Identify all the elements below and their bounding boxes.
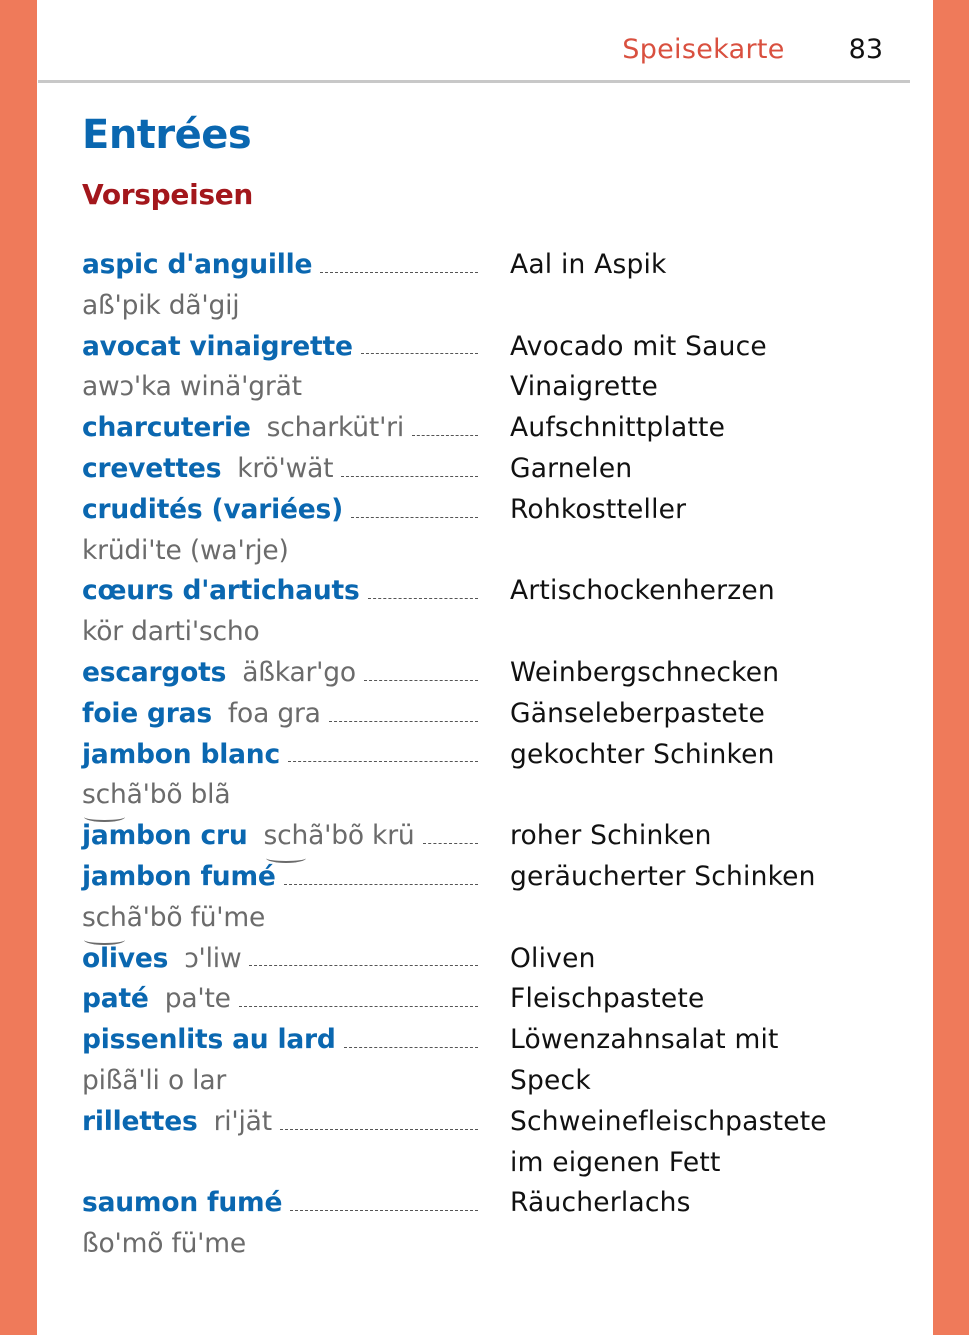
- pronunciation-line: [82, 367, 478, 408]
- dotted-leader: [341, 476, 478, 477]
- german-column: [510, 408, 882, 449]
- french-term: paté: [82, 983, 149, 1015]
- dotted-leader: [361, 353, 478, 354]
- french-term: jambon blanc: [82, 738, 280, 770]
- german-column: [510, 653, 882, 694]
- pronunciation: scharküt'ri: [266, 412, 405, 444]
- glossary-entry: [82, 571, 882, 653]
- translation-line: [510, 571, 882, 612]
- column-gap: [478, 1020, 510, 1102]
- german-translation: Oliven: [510, 942, 596, 974]
- translation-line: [510, 1061, 882, 1102]
- glossary-entry: [82, 735, 882, 817]
- german-translation: im eigenen Fett: [510, 1146, 721, 1178]
- term-line: [82, 1020, 478, 1061]
- left-edge-bar: [0, 0, 37, 1335]
- translation-line: [510, 1183, 882, 1224]
- dotted-leader: [368, 598, 478, 599]
- ligature-arc: sch: [264, 816, 309, 857]
- glossary-entry: [82, 979, 882, 1020]
- french-column: [82, 408, 478, 449]
- pronunciation: schã'bõ blã: [82, 775, 230, 816]
- german-translation: Schweinefleischpastete: [510, 1105, 827, 1137]
- column-gap: [478, 327, 510, 409]
- running-title: Speisekarte: [622, 34, 785, 65]
- column-gap: [478, 490, 510, 572]
- dotted-leader: [239, 1006, 478, 1007]
- french-term: aspic d'anguille: [82, 249, 313, 280]
- german-column: [510, 816, 882, 857]
- pronunciation: ri'jät: [213, 1105, 272, 1137]
- french-term: crudités (variées): [82, 493, 343, 525]
- german-column: [510, 735, 882, 817]
- running-head: [622, 34, 883, 74]
- german-translation: Artischockenherzen: [510, 575, 775, 607]
- dotted-leader: [290, 1210, 478, 1211]
- section-subtitle: Vorspeisen: [82, 178, 254, 211]
- pronunciation-line: [82, 612, 478, 653]
- german-translation: Speck: [510, 1064, 591, 1096]
- term-line: [82, 449, 478, 490]
- french-column: [82, 1020, 478, 1102]
- pronunciation: ɔ'liw: [184, 942, 242, 974]
- german-column: [510, 1183, 882, 1265]
- term-line: [82, 408, 478, 449]
- translation-line: [510, 816, 882, 857]
- translation-line: [510, 735, 882, 776]
- translation-line: [510, 449, 882, 490]
- pronunciation: ßo'mõ fü'me: [82, 1228, 246, 1260]
- translation-line: [510, 694, 882, 735]
- ligature-arc: sch: [82, 775, 127, 816]
- translation-line: [510, 1143, 882, 1184]
- term-line: [82, 816, 478, 857]
- header-rule: [38, 80, 910, 83]
- column-gap: [478, 245, 510, 327]
- french-term: rillettes: [82, 1105, 198, 1137]
- french-column: [82, 571, 478, 653]
- ligature-arc: sch: [82, 898, 127, 939]
- glossary-entry: [82, 408, 882, 449]
- french-term: jambon cru: [82, 820, 248, 852]
- french-term: escargots: [82, 656, 227, 688]
- german-translation: Räucherlachs: [510, 1187, 691, 1219]
- term-line: [82, 490, 478, 531]
- dotted-leader: [249, 965, 478, 966]
- page-number: 83: [848, 34, 883, 65]
- glossary-entry: [82, 327, 882, 409]
- term-line: [82, 571, 478, 612]
- german-translation: Löwenzahnsalat mit: [510, 1024, 779, 1056]
- pronunciation: krö'wät: [237, 452, 334, 484]
- term-line: [82, 1102, 478, 1143]
- pronunciation: aß'pik dã'gij: [82, 289, 240, 321]
- french-term: foie gras: [82, 697, 212, 729]
- pronunciation: kör darti'scho: [82, 616, 260, 648]
- term-line: [82, 735, 478, 776]
- column-gap: [478, 449, 510, 490]
- spacer-line: [82, 1143, 478, 1184]
- translation-line: [510, 327, 882, 368]
- german-translation: Weinbergschnecken: [510, 656, 780, 688]
- dotted-leader: [288, 761, 478, 762]
- french-term: pissenlits au lard: [82, 1024, 336, 1056]
- french-column: [82, 1102, 478, 1184]
- pronunciation: krüdi'te (wa'rje): [82, 534, 289, 566]
- french-column: [82, 694, 478, 735]
- german-translation: Aal in Aspik: [510, 249, 667, 280]
- german-column: [510, 857, 882, 939]
- glossary-entry: [82, 939, 882, 980]
- term-line: [82, 694, 478, 735]
- french-column: [82, 816, 478, 857]
- term-line: [82, 1183, 478, 1224]
- german-column: [510, 694, 882, 735]
- column-gap: [478, 408, 510, 449]
- pronunciation: awɔ'ka winä'grät: [82, 371, 302, 403]
- french-term: charcuterie: [82, 412, 251, 444]
- pronunciation-line: [82, 1224, 478, 1265]
- pronunciation: schã'bõ krü: [264, 816, 415, 857]
- pronunciation-line: [82, 286, 478, 327]
- pronunciation: pa'te: [164, 983, 231, 1015]
- french-column: [82, 653, 478, 694]
- dotted-leader: [329, 721, 478, 722]
- german-column: [510, 1102, 882, 1184]
- german-translation: Avocado mit Sauce: [510, 330, 767, 362]
- german-translation: gekochter Schinken: [510, 738, 775, 770]
- french-term: cœurs d'artichauts: [82, 575, 360, 607]
- column-gap: [478, 816, 510, 857]
- german-translation: Gänseleberpastete: [510, 697, 766, 729]
- german-column: [510, 1020, 882, 1102]
- german-translation: roher Schinken: [510, 820, 712, 852]
- glossary-entry: [82, 1020, 882, 1102]
- dotted-leader: [412, 435, 478, 436]
- translation-line: [510, 939, 882, 980]
- translation-line: [510, 367, 882, 408]
- french-term: crevettes: [82, 452, 222, 484]
- term-line: [82, 857, 478, 898]
- french-column: [82, 735, 478, 817]
- german-translation: Rohkostteller: [510, 493, 687, 525]
- glossary-entry: [82, 245, 882, 327]
- french-column: [82, 939, 478, 980]
- pronunciation-line: [82, 898, 478, 939]
- pronunciation-line: [82, 531, 478, 572]
- dotted-leader: [280, 1129, 478, 1130]
- german-translation: geräucherter Schinken: [510, 860, 816, 892]
- dotted-leader: [351, 517, 478, 518]
- translation-line: [510, 1102, 882, 1143]
- german-column: [510, 571, 882, 653]
- term-line: [82, 327, 478, 368]
- column-gap: [478, 939, 510, 980]
- translation-line: [510, 1020, 882, 1061]
- german-column: [510, 979, 882, 1020]
- french-term: avocat vinaigrette: [82, 330, 353, 362]
- pronunciation: pißã'li o lar: [82, 1064, 227, 1096]
- dotted-leader: [344, 1047, 478, 1048]
- german-column: [510, 327, 882, 409]
- pronunciation: foa gra: [227, 697, 321, 729]
- pronunciation-line: [82, 1061, 478, 1102]
- section-title: Entrées: [82, 112, 252, 158]
- term-line: [82, 245, 478, 286]
- french-column: [82, 245, 478, 327]
- dotted-leader: [423, 843, 479, 844]
- column-gap: [478, 857, 510, 939]
- french-column: [82, 979, 478, 1020]
- glossary-entry: [82, 1102, 882, 1184]
- column-gap: [478, 653, 510, 694]
- column-gap: [478, 735, 510, 817]
- column-gap: [478, 571, 510, 653]
- french-column: [82, 857, 478, 939]
- german-column: [510, 245, 882, 327]
- german-column: [510, 939, 882, 980]
- french-column: [82, 449, 478, 490]
- column-gap: [478, 694, 510, 735]
- french-term: jambon fumé: [82, 860, 276, 892]
- column-gap: [478, 979, 510, 1020]
- translation-line: [510, 653, 882, 694]
- german-translation: Fleischpastete: [510, 983, 705, 1015]
- glossary-list: [82, 245, 882, 1265]
- french-column: [82, 1183, 478, 1265]
- german-translation: Garnelen: [510, 452, 633, 484]
- french-column: [82, 490, 478, 572]
- french-term: saumon fumé: [82, 1187, 283, 1219]
- term-line: [82, 979, 478, 1020]
- glossary-entry: [82, 1183, 882, 1265]
- right-edge-bar: [933, 0, 969, 1335]
- glossary-entry: [82, 694, 882, 735]
- translation-line: [510, 979, 882, 1020]
- glossary-entry: [82, 816, 882, 857]
- term-line: [82, 939, 478, 980]
- pronunciation-line: [82, 775, 478, 816]
- translation-line: [510, 857, 882, 898]
- translation-line: [510, 490, 882, 531]
- translation-line: [510, 408, 882, 449]
- pronunciation: äßkar'go: [242, 656, 356, 688]
- dotted-leader: [284, 884, 478, 885]
- french-term: olives: [82, 942, 169, 974]
- dotted-leader: [364, 680, 478, 681]
- german-column: [510, 449, 882, 490]
- translation-line: [510, 245, 882, 286]
- french-column: [82, 327, 478, 409]
- pronunciation: schã'bõ fü'me: [82, 898, 265, 939]
- german-column: [510, 490, 882, 572]
- glossary-entry: [82, 449, 882, 490]
- column-gap: [478, 1102, 510, 1184]
- german-translation: Aufschnittplatte: [510, 412, 726, 444]
- dotted-leader: [320, 272, 478, 273]
- glossary-entry: [82, 490, 882, 572]
- term-line: [82, 653, 478, 694]
- german-translation: Vinaigrette: [510, 371, 659, 403]
- glossary-entry: [82, 857, 882, 939]
- glossary-entry: [82, 653, 882, 694]
- column-gap: [478, 1183, 510, 1265]
